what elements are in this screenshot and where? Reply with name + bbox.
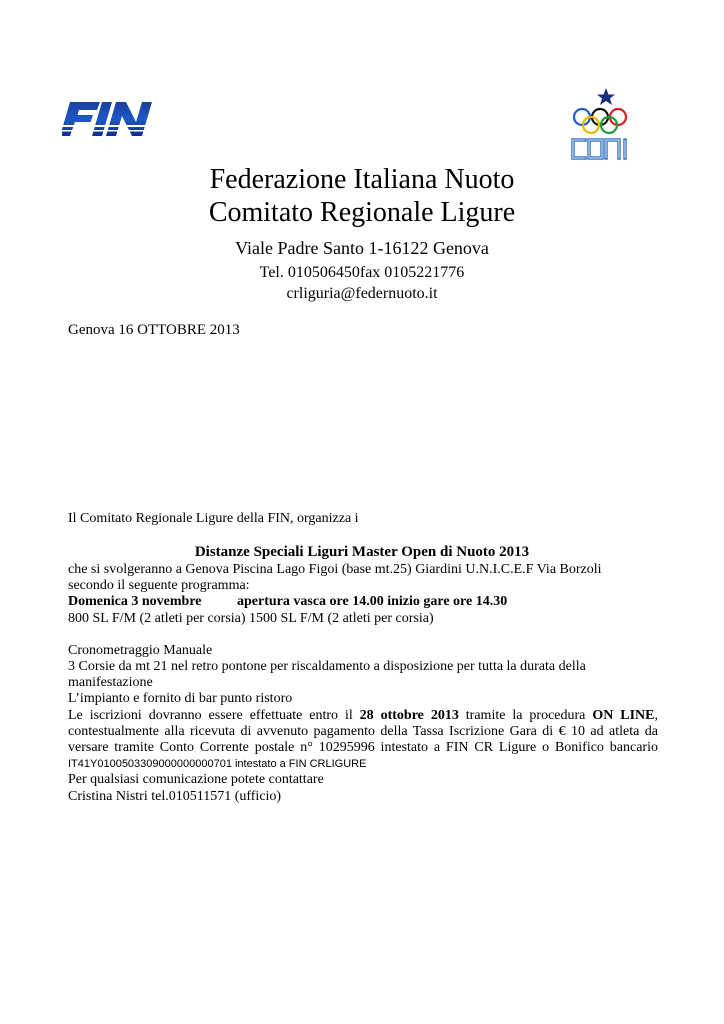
letter-body xyxy=(68,562,658,805)
email-line: crliguria@federnuoto.it xyxy=(286,285,438,302)
registration-part1: Le iscrizioni dovranno essere effettuate entro il xyxy=(68,707,360,723)
registration-part3: , contestualmente alla ricevuta di avvenuto pagamento della Tassa Iscrizione Gara di € 10 ad atleta da versare tramite Conto Corrente postale n° 10295996 intestato a FIN CR Ligure o Bonifico bancario xyxy=(68,707,659,756)
letterhead-title xyxy=(0,163,724,229)
registration-deadline: 28 ottobre 2013 xyxy=(359,707,459,723)
address-line: Viale Padre Santo 1-16122 Genova xyxy=(235,238,489,258)
letter-date: Genova 16 OTTOBRE 2013 xyxy=(68,322,240,338)
phone-fax-line: Tel. 010506450fax 0105221776 xyxy=(259,264,465,281)
event-title: Distanze Speciali Liguri Master Open di Nuoto 2013 xyxy=(194,544,530,560)
schedule-line xyxy=(68,594,658,610)
contact-intro: Per qualsiasi comunicazione potete contattare xyxy=(68,772,324,788)
timing-text: Cronometraggio Manuale xyxy=(68,642,213,658)
registration-online: ON LINE xyxy=(592,707,655,723)
committee-name: Comitato Regionale Ligure xyxy=(208,197,516,228)
federation-name: Federazione Italiana Nuoto xyxy=(209,164,515,195)
bar-text: L’impianto e fornito di bar punto ristoro xyxy=(68,691,293,707)
registration-part2: tramite la procedura xyxy=(458,707,593,723)
schedule-times: apertura vasca ore 14.00 inizio gare ore 14.30 xyxy=(237,594,508,610)
races-text: 800 SL F/M (2 atleti per corsia) 1500 SL F/M (2 atleti per corsia) xyxy=(68,610,434,626)
fin-logo xyxy=(62,100,152,140)
schedule-day: Domenica 3 novembre xyxy=(68,594,202,610)
intro-text: Il Comitato Regionale Ligure della FIN, organizza i xyxy=(68,511,359,526)
lanes-text: 3 Corsie da mt 21 nel retro pontone per riscaldamento a disposizione per tutta la durata della manifestazione xyxy=(68,659,586,691)
venue-text: che si svolgeranno a Genova Piscina Lago Figoi (base mt.25) Giardini U.N.I.C.E.F Via Borzoli xyxy=(68,562,602,577)
iban-text: IT41Y0100503309000000000701 intestato a FIN CRLIGURE xyxy=(68,758,367,771)
programme-intro: secondo il seguente programma: xyxy=(68,578,250,594)
contact-text: Cristina Nistri tel.010511571 (ufficio) xyxy=(68,788,282,804)
coni-logo xyxy=(565,88,647,164)
registration-text xyxy=(68,708,658,773)
